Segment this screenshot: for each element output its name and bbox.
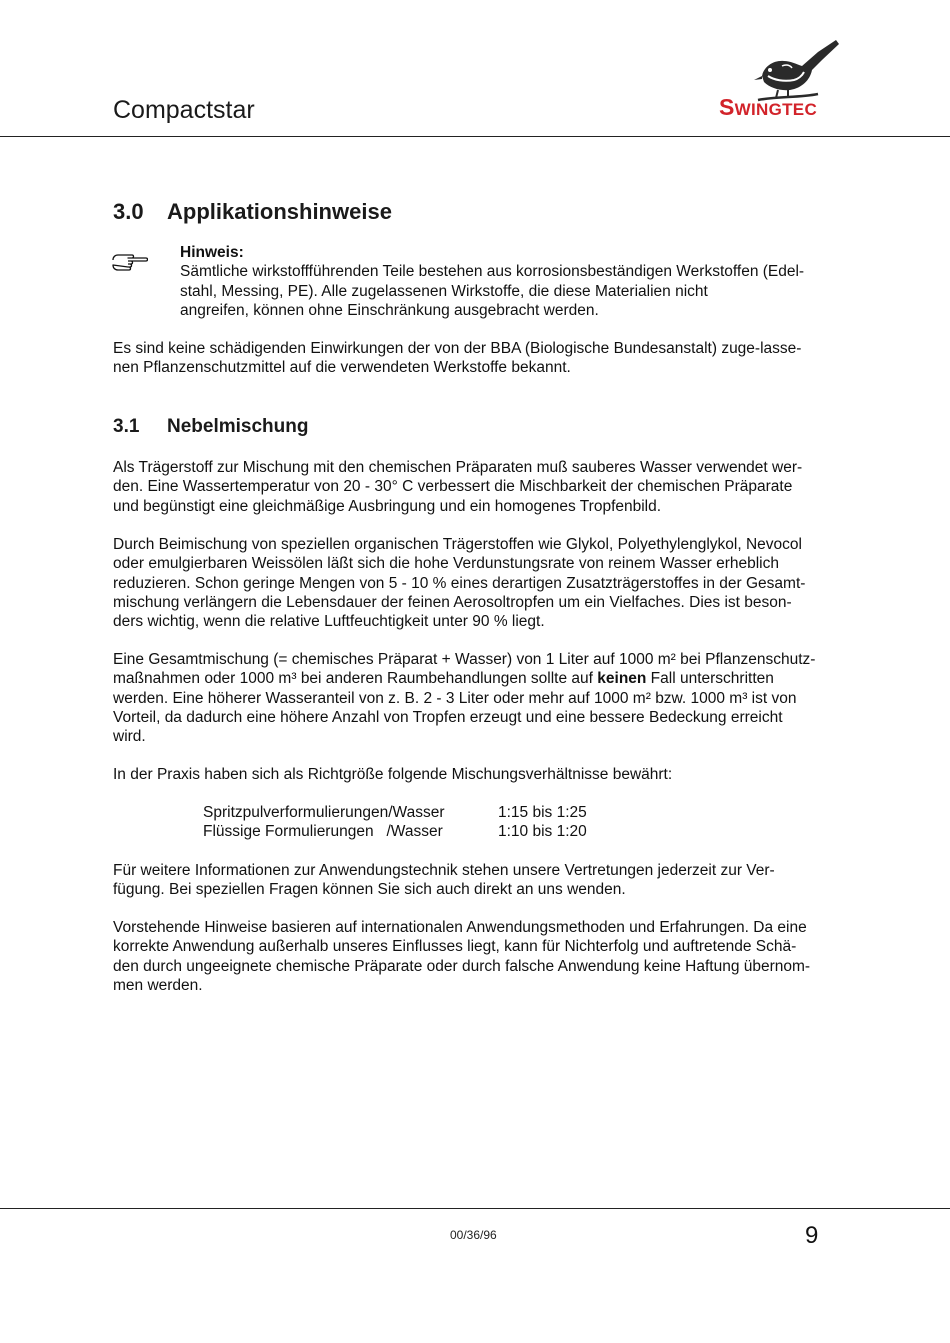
paragraph-line: Als Trägerstoff zur Mischung mit den chemischen Präparaten muß sauberes Wasser verwendet wer- [113, 459, 803, 476]
document-code: 00/36/96 [450, 1228, 497, 1242]
paragraph [113, 535, 843, 631]
paragraph-line: Für weitere Informationen zur Anwendungstechnik stehen unsere Vertretungen jederzeit zur Ver- [113, 862, 775, 879]
section-number: 3.1 [113, 416, 140, 437]
footer-divider [0, 1208, 950, 1209]
paragraph-line: nen Pflanzenschutzmittel auf die verwendeten Werkstoffe bekannt. [113, 359, 571, 377]
note-line: Sämtliche wirkstoffführenden Teile bestehen aus korrosionsbeständigen Werkstoffen (Edel- [180, 263, 805, 281]
pointing-hand-icon [112, 251, 148, 275]
section-title: Nebelmischung [167, 416, 309, 437]
table-cell-label: Spritzpulverformulierungen/Wasser [203, 804, 445, 821]
note-line: stahl, Messing, PE). Alle zugelassenen Wirkstoffe, die diese Materialien nicht [180, 282, 708, 300]
page-number: 9 [805, 1222, 819, 1249]
paragraph [113, 765, 843, 784]
paragraph-line [113, 669, 843, 688]
paragraph-line: den durch ungeeignete chemische Präparate oder durch falsche Anwendung keine Haftung übernom- [113, 957, 811, 975]
table-cell-ratio: 1:10 bis 1:20 [498, 823, 587, 841]
paragraph-line: oder emulgierbaren Weissölen läßt sich die hohe Verdunstungsrate von reinem Wasser erheblich [113, 555, 779, 573]
note-line: angreifen, können ohne Einschränkung ausgebracht werden. [180, 301, 599, 319]
brand-wordmark [719, 94, 817, 121]
table-cell-label: Flüssige Formulierungen /Wasser [203, 823, 443, 841]
table-row [203, 822, 587, 841]
note-heading: Hinweis: [180, 244, 244, 261]
paragraph-line: wird. [113, 728, 146, 746]
section-heading-3-0 [113, 199, 392, 225]
paragraph-line: Es sind keine schädigenden Einwirkungen der von der BBA (Biologische Bundesanstalt) zuge-lasse- [113, 340, 802, 357]
paragraph-line: Eine Gesamtmischung (= chemisches Präparat + Wasser) von 1 Liter auf 1000 m² bei Pflanzenschutz- [113, 651, 816, 668]
emphasis-keinen: keinen [597, 670, 647, 688]
paragraph [113, 339, 843, 378]
paragraph-line: werden. Eine höherer Wasseranteil von z. B. 2 - 3 Liter oder mehr auf 1000 m² bzw. 1000 m³ ist von [113, 689, 797, 707]
paragraph [113, 918, 843, 995]
section-title: Applikationshinweise [167, 199, 392, 224]
note-block [180, 243, 840, 320]
table-cell-ratio: 1:15 bis 1:25 [498, 804, 587, 821]
paragraph-line: Vorteil, da dadurch eine höhere Anzahl von Tropfen erzeugt und eine bessere Bedeckung erreicht [113, 708, 783, 726]
paragraph-line: korrekte Anwendung außerhalb unseres Einflusses liegt, kann für Nichterfolg und auftretende Schä- [113, 938, 797, 956]
paragraph-line: den. Eine Wassertemperatur von 20 - 30° C verbessert die Mischbarkeit der chemischen Präparate [113, 478, 793, 496]
paragraph [113, 861, 843, 900]
mix-ratio-table [203, 803, 587, 842]
paragraph-line: men werden. [113, 976, 203, 994]
brand-wordmark-initial: S [719, 94, 735, 120]
paragraph [113, 458, 843, 516]
header-divider [0, 136, 950, 137]
paragraph [113, 650, 843, 746]
document-title: Compactstar [113, 96, 255, 124]
paragraph-line: reduzieren. Schon geringe Mengen von 5 - 10 % eines derartigen Zusatzträgerstoffes in der Gesamt- [113, 574, 806, 592]
paragraph-line: fügung. Bei speziellen Fragen können Sie sich auch direkt an uns wenden. [113, 881, 626, 899]
paragraph-line: mischung verlängern die Lebensdauer der feinen Aerosoltropfen um ein Vielfaches. Dies ist beson- [113, 593, 792, 611]
paragraph-line: Vorstehende Hinweise basieren auf internationalen Anwendungsmethoden und Erfahrungen. Da eine [113, 919, 807, 936]
text-run: Fall unterschritten [646, 670, 774, 688]
paragraph-line: ders wichtig, wenn die relative Luftfeuchtigkeit unter 90 % liegt. [113, 613, 545, 631]
section-number: 3.0 [113, 199, 144, 224]
paragraph-line: In der Praxis haben sich als Richtgröße folgende Mischungsverhältnisse bewährt: [113, 766, 673, 783]
brand-wordmark-rest: WINGTEC [734, 100, 818, 119]
table-row [203, 803, 587, 822]
paragraph-line: Durch Beimischung von speziellen organischen Trägerstoffen wie Glykol, Polyethylenglykol, Nevocol [113, 536, 802, 553]
paragraph-line: und begünstigt eine gleichmäßige Ausbringung und ein homogenes Tropfenbild. [113, 497, 662, 515]
text-run: maßnahmen oder 1000 m³ bei anderen Raumbehandlungen sollte auf [113, 670, 598, 688]
section-heading-3-1 [113, 416, 308, 438]
